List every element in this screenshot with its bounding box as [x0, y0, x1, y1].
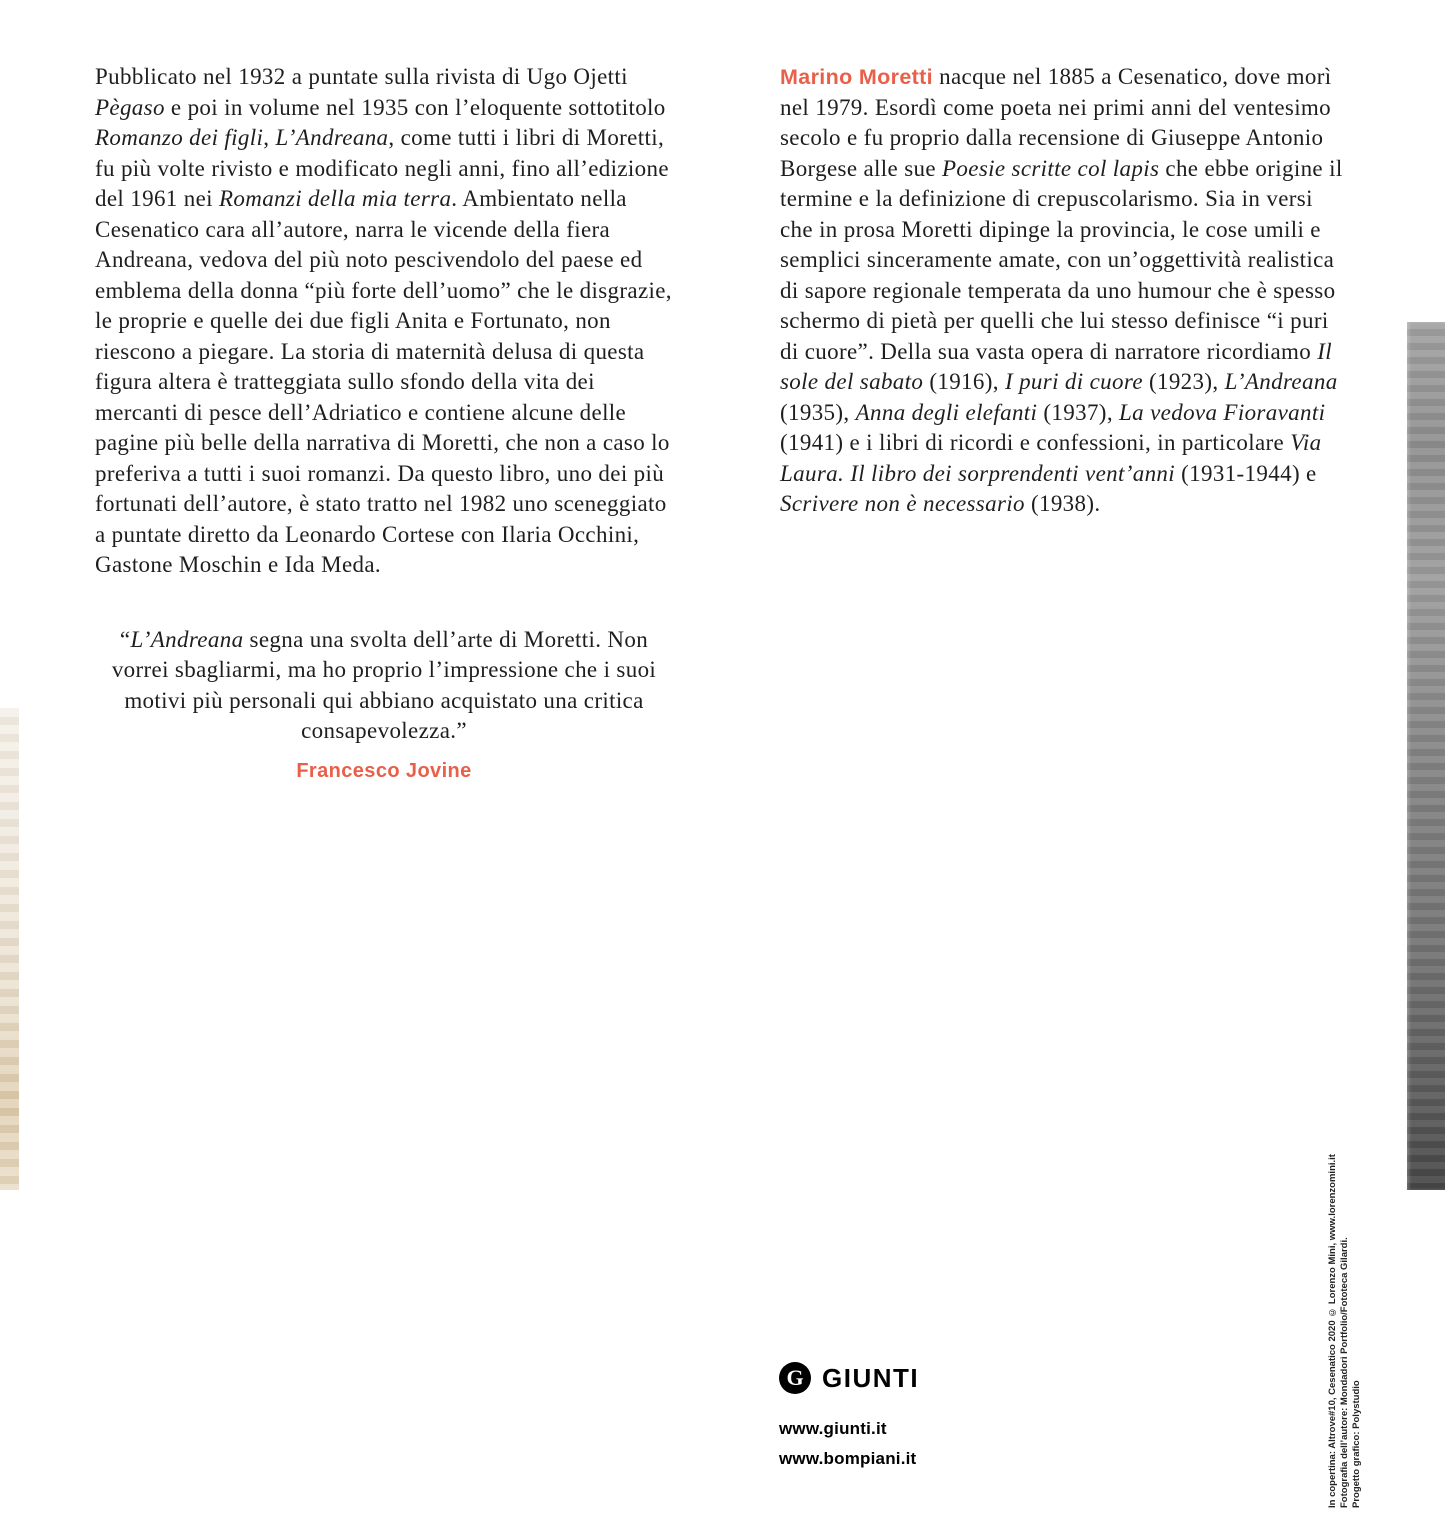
author-bio-column: [780, 62, 1345, 520]
giunti-logo-wordmark: GIUNTI: [822, 1362, 920, 1393]
text-segment: nacque nel 1885 a Cesenatico, dove morì nel 1979. Esordì come poeta nei primi anni del ventesimo secolo e fu proprio dalla recensione di Giuseppe Antonio Borgese alle sue: [780, 64, 1332, 181]
text-segment: Il sole del sabato: [780, 338, 1332, 394]
publisher-urls: [779, 1414, 919, 1474]
credit-author-photo: Fotografia dell’autore: Mondadori Portfolio/Fototeca Gilardi.: [1339, 1237, 1351, 1508]
scan-edge-strip-right: [1407, 322, 1445, 1190]
critic-quote-text: [95, 625, 673, 747]
text-segment: , come tutti i libri di Moretti, fu più volte rivisto e modificato negli anni, fino all’edizione del 1961 nei: [95, 125, 669, 211]
giunti-url: www.giunti.it: [779, 1419, 887, 1438]
text-segment: . Ambientato nella Cesenatico cara all’autore, narra le vicende della fiera Andreana, vedova del più noto pescivendolo del paese ed emblema della donna “più forte dell’uomo” che le disgrazie, le proprie e quelle dei due figli Anita e Fortunato, non riescono a piegare. La storia di maternità delusa di questa figura altera è tratteggiata sullo sfondo della vita dei mercanti di pesce dell’Adriatico e contiene alcune delle pagine più belle della narrativa di Moretti, che non a caso lo preferiva a tutti i suoi romanzi. Da questo libro, uno dei più fortunati dell’autore, è stato tratto nel 1982 uno sceneggiato a puntate diretto da Leonardo Cortese con Ilaria Occhini, Gastone Moschin e Ida Meda.: [95, 186, 672, 577]
publisher-block: [779, 1362, 919, 1474]
text-segment: Marino Moretti: [780, 65, 934, 89]
text-segment: Romanzo dei figli: [95, 125, 264, 150]
text-segment: (1941) e i libri di ricordi e confessioni, in particolare: [780, 430, 1291, 455]
text-segment: (1938).: [1024, 491, 1101, 516]
bompiani-url: www.bompiani.it: [779, 1449, 917, 1468]
author-bio-text: [780, 62, 1345, 520]
text-segment: (1931-1944) e: [1175, 460, 1317, 486]
text-segment: che ebbe origine il termine e la definizione di crepuscolarismo. Sia in versi che in prosa Moretti dipinge la provincia, le cose umili e semplici sinceramente amate, con un’oggettività realistica di sapore regionale temperata da uno humour che è spesso schermo di pietà per quelli che lui stesso definisce “i puri di cuore”. Della sua vasta opera di narratore ricordiamo: [780, 155, 1343, 364]
critic-quote-block: [95, 625, 673, 783]
cover-photo-edge-left: [0, 708, 19, 1190]
text-segment: (1935),: [780, 399, 856, 425]
giunti-logo-icon: G: [779, 1362, 811, 1394]
text-segment: (1916),: [923, 369, 1005, 394]
text-segment: Poesie scritte col lapis: [942, 155, 1160, 181]
text-segment: L’Andreana: [275, 125, 389, 150]
text-segment: ,: [263, 125, 276, 150]
text-segment: e poi in volume nel 1935 con l’eloquente sottotitolo: [164, 94, 666, 120]
text-segment: Via Laura. Il libro dei sorprendenti vent’anni: [780, 430, 1322, 486]
text-segment: I puri di cuore: [1004, 369, 1143, 394]
credit-graphic-design: Progetto grafico: Polystudio: [1351, 1380, 1363, 1508]
giunti-logo: [779, 1362, 919, 1394]
book-description-column: [95, 62, 673, 783]
book-description-text: [95, 62, 673, 581]
text-segment: Scrivere non è necessario: [780, 491, 1025, 516]
text-segment: Pègaso: [95, 94, 165, 120]
text-segment: Pubblicato nel 1932 a puntate sulla rivista di Ugo Ojetti: [95, 64, 628, 89]
text-segment: La vedova Fioravanti: [1119, 399, 1326, 425]
text-segment: (1937),: [1037, 399, 1120, 425]
text-segment: segna una svolta dell’arte di Moretti. Non vorrei sbagliarmi, ma ho proprio l’impressione che i suoi motivi più personali qui abbiano acquistato una critica consapevolezza.”: [111, 626, 657, 743]
text-segment: (1923),: [1142, 369, 1225, 394]
critic-quote-author: Francesco Jovine: [296, 759, 472, 782]
text-segment: L’Andreana: [130, 626, 244, 652]
text-segment: Anna degli elefanti: [855, 399, 1038, 425]
credit-cover-photo: In copertina: Altrove#10, Cesenatico 2020 © Lorenzo Mini, www.lorenzomini.it: [1327, 1154, 1339, 1508]
credits-vertical-block: [1327, 1046, 1363, 1508]
text-segment: L’Andreana: [1224, 369, 1338, 394]
text-segment: “: [119, 626, 131, 652]
text-segment: Romanzi della mia terra: [219, 186, 452, 211]
